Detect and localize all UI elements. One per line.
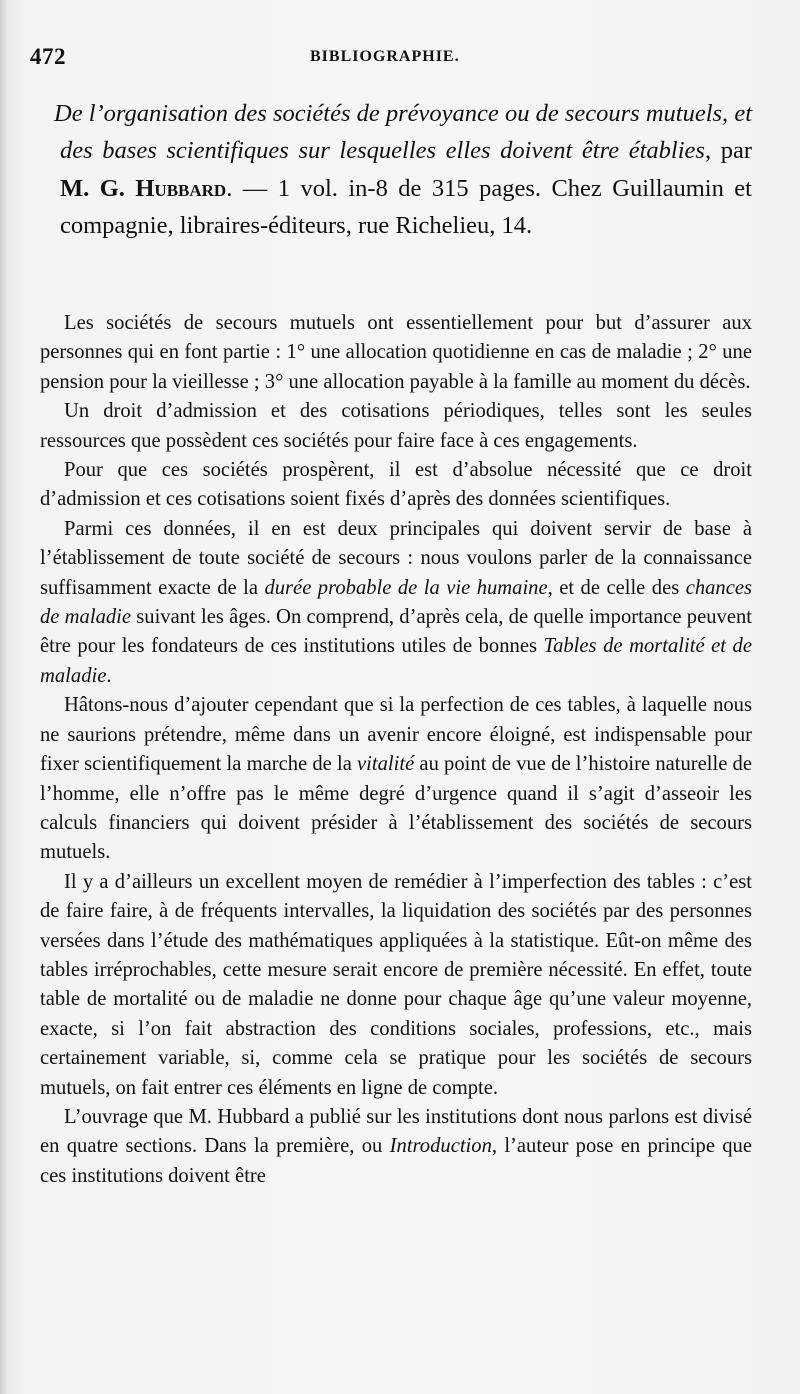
paragraph-4 [40,515,752,691]
review-body [40,309,752,1191]
paragraph-5-emphasis-b: vitalité [357,753,415,776]
par-connector: , par [704,137,752,165]
paragraph-7-text-a: L’ouvrage que M. Hubbard a publié sur les institutions dont nous parlons est divisé en quatre sections. Dans la première, ou [40,1105,752,1158]
paragraph-4-text-g: . [106,664,112,687]
paragraph-4-text-c: , et de celle des [547,576,686,599]
running-head [30,44,765,74]
page-number: 472 [30,44,66,69]
paragraph-7-emphasis-b: Introduction [389,1135,492,1158]
paragraph-7 [40,1103,752,1191]
book-title: De l’organisation des sociétés de prévoyance ou de secours mutuels, et des bases scientifiques sur lesquelles elles doivent être établies [54,100,752,165]
paragraph-6: Il y a d’ailleurs un excellent moyen de remédier à l’imperfection des tables : c’est de faire faire, à de fréquents intervalles, la liquidation des sociétés par des personnes versées dans l’étude des mathématiques appliquées à la statistique. Eût-on même des tables irréprochables, cette mesure serait encore de première nécessité. En effet, toute table de mortalité ou de maladie ne donne pour chaque âge qu’une valeur moyenne, exacte, si l’on fait abstraction des conditions sociales, professions, etc., mais certainement variable, si, comme cela se pratique pour les sociétés de secours mutuels, on fait entrer ces éléments en ligne de compte. [40,870,752,1099]
publication-details: . — 1 vol. in-8 de 315 pages. Chez Guillaumin et compagnie, libraires-éditeurs, rue Richelieu, 14. [60,174,752,239]
paragraph-3: Pour que ces sociétés prospèrent, il est d’absolue nécessité que ce droit d’admission et ces cotisations soient fixés d’après des données scientifiques. [40,459,752,511]
paragraph-4-text-a: Parmi ces données, il en est deux principales qui doivent servir de base à l’établissement de toute société de secours : nous voulons parler de la connaissance suffisamment exacte de la [40,517,752,599]
paragraph-1: Les sociétés de secours mutuels ont essentiellement pour but d’assurer aux personnes qui en font partie : 1° une allocation quotidienne en cas de maladie ; 2° une pension pour la vieillesse ; 3° une allocation payable à la famille au moment du décès. [40,312,752,393]
paragraph-5-text-a: Hâtons-nous d’ajouter cependant que si la perfection de ces tables, à laquelle nous ne saurions prétendre, même dans un avenir encore éloigné, est indispensable pour fixer scientifiquement la marche de la [40,694,752,776]
paragraph-2: Un droit d’admission et des cotisations périodiques, telles sont les seules ressources que possèdent ces sociétés pour faire face à ces engagements. [40,400,752,452]
paragraph-4-emphasis-b: durée probable de la vie humaine [264,576,548,599]
paragraph-5 [40,691,752,867]
paragraph-4-text-e: suivant les âges. On comprend, d’après cela, de quelle importance peuvent être pour les fondateurs de ces institutions utiles de bonnes [40,606,752,658]
author-surname: Hubbard [135,174,227,202]
paragraph-5-text-c: au point de vue de l’histoire naturelle de l’homme, elle n’offre pas le même degré d’urgence quand il s’agit d’asseoir les calculs financiers qui doivent présider à l’établissement des sociétés de secours mutuels. [40,753,752,864]
author-initials: M. G. [60,174,136,202]
paragraph-4-emphasis-d: chances de maladie [40,576,753,629]
bibliographic-entry [54,95,752,244]
paragraph-7-text-c: , l’auteur pose en principe que ces institutions doivent être [40,1135,752,1187]
section-title: BIBLIOGRAPHIE. [310,48,460,65]
paragraph-4-emphasis-f: Tables de mortalité et de maladie [40,635,752,687]
